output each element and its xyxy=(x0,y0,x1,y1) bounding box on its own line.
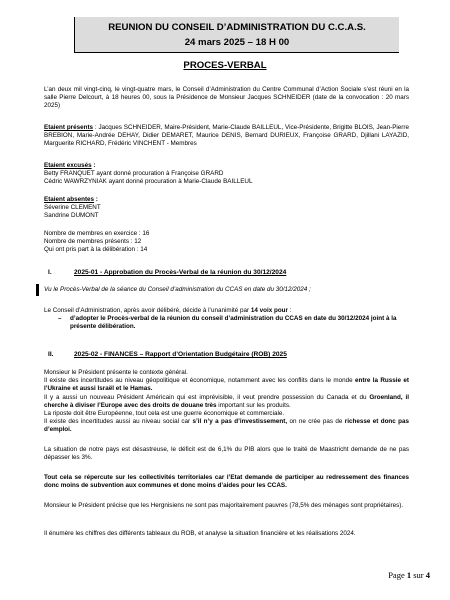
count-line: Qui ont pris part à la délibération : 14 xyxy=(44,246,148,254)
section2-paragraph: Monsieur le Président précise que les Hergnisiens ne sont pas majoritairement pauvres (78,5% des ménages sont propriétaires). xyxy=(44,502,404,509)
para-text: La riposte doit être Européenne, tout cela est une guerre économique et commerciale. xyxy=(44,410,285,418)
para-text: Il y a aussi un nouveau Président Américain qui est imprévisible, il veut prendre possession du Canada et du xyxy=(44,393,370,401)
member-counts xyxy=(44,230,409,255)
decision-colon: : xyxy=(287,307,292,314)
section2-paragraph: Il énumère les chiffres des différents tableaux du ROB, et analyse la situation financière et les réalisations 2024. xyxy=(44,530,356,537)
dash-bullet: – xyxy=(58,315,62,322)
meeting-date: 24 mars 2025 – 18 H 00 xyxy=(184,37,290,48)
para-emphasis: s’il n’y a pas d’investissement, xyxy=(192,418,288,425)
excuses-colon: : xyxy=(91,162,96,169)
absentes-colon: : xyxy=(94,196,98,203)
absent-line: Séverine CLEMENT xyxy=(44,204,101,212)
count-line: Nombre de membres présents : 12 xyxy=(44,238,142,246)
excuses-block xyxy=(44,162,409,187)
margin-bar xyxy=(36,284,39,296)
para-emphasis: entre la Russie et l’Ukraine et aussi Israël et le Hamas. xyxy=(44,377,409,393)
para-text: important sur les produits. xyxy=(216,401,291,409)
meeting-header-box xyxy=(74,17,399,53)
excuse-line: Cédric WAWRZYNIAK ayant donné procuration à Marie-Claude BAILLEUL xyxy=(44,178,253,186)
section-title: 2025-01 - Approbation du Procès-Verbal de la réunion du 30/12/2024 xyxy=(74,269,287,276)
presents-paragraph xyxy=(44,124,409,149)
meeting-title: REUNION DU CONSEIL D’ADMINISTRATION DU C.C.A.S. xyxy=(108,22,366,33)
absentes-block xyxy=(44,196,409,221)
para-emphasis: richesse et donc pas d’emploi. xyxy=(44,418,409,434)
decision-line xyxy=(44,307,409,315)
page-footer xyxy=(388,570,430,580)
para-emphasis: Groenland, il cherche à diviser l’Europe avec des droits de douane très xyxy=(44,393,409,409)
intro-paragraph: L’an deux mil vingt-cinq, le vingt-quatre mars, le Conseil d’Administration du Centre Communal d’Action Sociale s’est réuni en la salle Pierre Delcourt, à 18 heures 00, sous la Présidence de Monsieur Jacques SCHNEIDER (date de la convocation : 20 mars 2025) xyxy=(44,86,409,110)
para-text: Il existe des incertitudes aussi au niveau social car xyxy=(44,418,193,425)
document-title: PROCES-VERBAL xyxy=(183,60,267,71)
vote-count: 14 voix pour xyxy=(250,307,288,314)
page-number: 1 xyxy=(406,570,412,580)
bullet-text: d’adopter le Procès-verbal de la réunion du conseil d’administration du CCAS en date du 30/12/2024 joint à la présente délibération. xyxy=(70,315,397,331)
page-total: 4 xyxy=(425,570,430,580)
vu-line: Vu le Procès-Verbal de la séance du Conseil d’administration du CCAS en date du 30/12/2024 ; xyxy=(44,286,311,293)
section-2-heading xyxy=(44,350,409,359)
page-word: Page xyxy=(388,570,407,580)
count-line: Nombre de membres en exercice : 16 xyxy=(44,230,150,237)
para-text: Monsieur le Président présente le contexte général. xyxy=(44,369,188,376)
section2-paragraph xyxy=(44,418,409,434)
para-text: Il existe des incertitudes au niveau géopolitique et économique, notamment avec les conflits dans le monde xyxy=(44,377,355,385)
absent-line: Sandrine DUMONT xyxy=(44,212,99,220)
section-number: I. xyxy=(48,269,52,276)
section2-paragraph: La situation de notre pays est désastreuse, le déficit est de 6,1% du PIB alors que le traité de Maastricht demande de ne pas dépasser les 3%. xyxy=(44,446,409,462)
section-1-heading xyxy=(44,268,409,277)
section-number: II. xyxy=(48,351,54,358)
decision-bullet xyxy=(58,315,406,331)
absentes-label: Etaient absentes xyxy=(44,196,95,203)
presents-list: : Jacques SCHNEIDER, Maire-Président, Marie-Claude BAILLEUL, Vice-Présidente, Brigitte BLOIS, Jean-Pierre BREBION, Marie-Andrée DEHAY, Didier DEMARET, Maurice DENIS, Bernard DURIEUX, Françoise GRARD, Djillani LAYAZID, Marguerite RICHARD, Frédéric VINCHENT - Membres xyxy=(44,124,409,148)
decision-text: Le Conseil d’Administration, après avoir délibéré, décide à l’unanimité par xyxy=(44,307,251,314)
para-text: on ne crée pas de xyxy=(287,418,345,425)
section2-paragraph: Tout cela se répercute sur les collectivités territoriales car l’Etat demande de participer au redressement des finances donc moins de subvention aux communes et donc moins d’aides pour les CCAS. xyxy=(44,474,409,490)
presents-label: Etaient présents xyxy=(44,124,94,131)
excuses-label: Etaient excusés xyxy=(44,162,92,169)
excuse-line: Betty FRANQUET ayant donné procuration à Françoise GRARD xyxy=(44,170,224,178)
section-title: 2025-02 - FINANCES – Rapport d’Orientation Budgétaire (ROB) 2025 xyxy=(74,351,287,358)
page-sur: sur xyxy=(411,570,426,580)
section2-paragraph xyxy=(44,369,409,418)
